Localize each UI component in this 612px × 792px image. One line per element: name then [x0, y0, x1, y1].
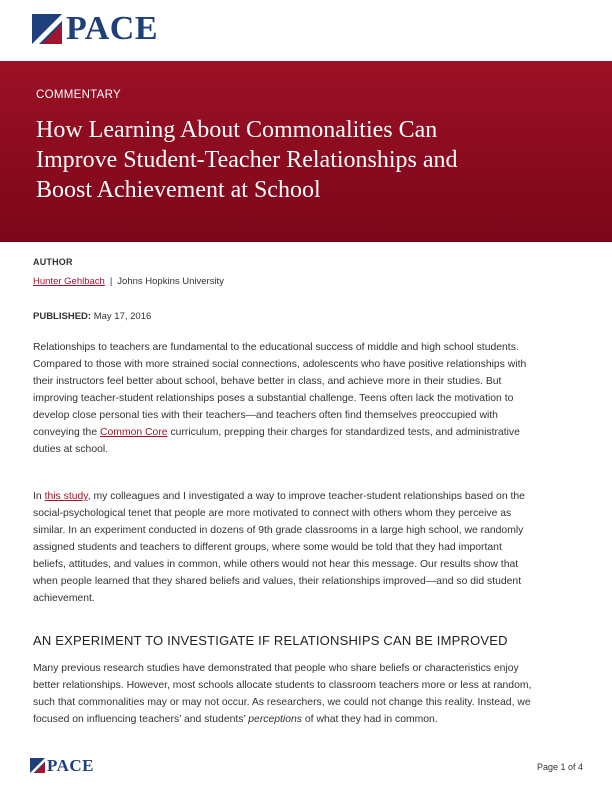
- text-run: , my colleagues and I investigated a way to improve teacher-student relationships based on the: [87, 491, 525, 502]
- paragraph-line: Many previous research studies have demonstrated that people who share beliefs or characteristics enjoy: [33, 663, 519, 674]
- text-run: of what they had in common.: [302, 714, 438, 725]
- article-title: [36, 115, 576, 205]
- paragraph-line: social-psychological tenet that people are more motivated to connect with others whom they perceive as: [33, 508, 512, 519]
- article-category: COMMENTARY: [36, 89, 121, 101]
- section-heading: AN EXPERIMENT TO INVESTIGATE IF RELATIONSHIPS CAN BE IMPROVED: [33, 633, 508, 648]
- this-study-link[interactable]: this study: [44, 491, 88, 502]
- paragraph-line: improving teacher-student relationships poses a substantial challenge. Teens often lack the motivation to: [33, 393, 514, 404]
- body-paragraph-2: [33, 488, 581, 607]
- paragraph-line: such that commonalities may or may not occur. As researchers, we could not change this reality. Instead, we: [33, 697, 531, 708]
- paragraph-line: achievement.: [33, 593, 95, 604]
- paragraph-line: [33, 488, 581, 505]
- footer-logo-text: PACE: [47, 756, 95, 775]
- text-run: conveying the: [33, 427, 101, 438]
- title-line: How Learning About Commonalities Can: [36, 117, 438, 143]
- paragraph-line: Relationships to teachers are fundamental to the educational success of middle and high school students.: [33, 342, 519, 353]
- paragraph-line: better relationships. However, most schools allocate students to classroom teachers more or less at random,: [33, 680, 532, 691]
- author-line: [33, 276, 224, 287]
- paragraph-line: Compared to those with more strained social connections, adolescents who have positive relationships with: [33, 359, 527, 370]
- paragraph-line: similar. In an experiment conducted in dozens of 9th grade classrooms in a large high school, we randomly: [33, 525, 524, 536]
- title-line: Improve Student-Teacher Relationships and: [36, 147, 458, 173]
- published-label: PUBLISHED:: [33, 311, 92, 322]
- footer-pace-logo: [30, 757, 94, 774]
- text-run: focused on influencing teachers’ and students’: [33, 714, 249, 725]
- text-run: In: [33, 491, 45, 502]
- paragraph-line: develop close personal ties with their teachers—and teachers often find themselves preoccupied with: [33, 410, 498, 421]
- text-run: curriculum, prepping their charges for standardized tests, and administrative: [167, 427, 520, 438]
- common-core-link[interactable]: Common Core: [100, 427, 168, 438]
- pace-logo-mark-icon: [30, 758, 45, 773]
- paragraph-line: [33, 711, 581, 728]
- paragraph-line: [33, 424, 581, 441]
- published-value: May 17, 2016: [93, 311, 152, 322]
- body-paragraph-3: [33, 660, 581, 728]
- author-name-link[interactable]: Hunter Gehlbach: [33, 276, 105, 287]
- emphasis-text: perceptions: [248, 714, 302, 725]
- author-separator: |: [109, 276, 113, 287]
- pace-logo-text: PACE: [66, 10, 159, 47]
- author-label: AUTHOR: [33, 257, 73, 267]
- title-line: Boost Achievement at School: [36, 177, 321, 203]
- body-paragraph-1: [33, 339, 581, 458]
- paragraph-line: beliefs, attitudes, and values in common, while others would not hear this message. Our results show that: [33, 559, 519, 570]
- published-date: [33, 311, 151, 322]
- paragraph-line: their instructors feel better about school, behave better in class, and achieve more in their studies. But: [33, 376, 502, 387]
- pace-logo-mark-icon: [32, 14, 62, 44]
- author-affiliation: Johns Hopkins University: [117, 276, 224, 287]
- paragraph-line: assigned students and teachers to different groups, where some would be told that they had important: [33, 542, 502, 553]
- page-number: Page 1 of 4: [537, 762, 584, 772]
- paragraph-line: duties at school.: [33, 444, 109, 455]
- paragraph-line: when people learned that they shared beliefs and values, their relationships improved—and so did student: [33, 576, 522, 587]
- pace-logo: [32, 12, 158, 46]
